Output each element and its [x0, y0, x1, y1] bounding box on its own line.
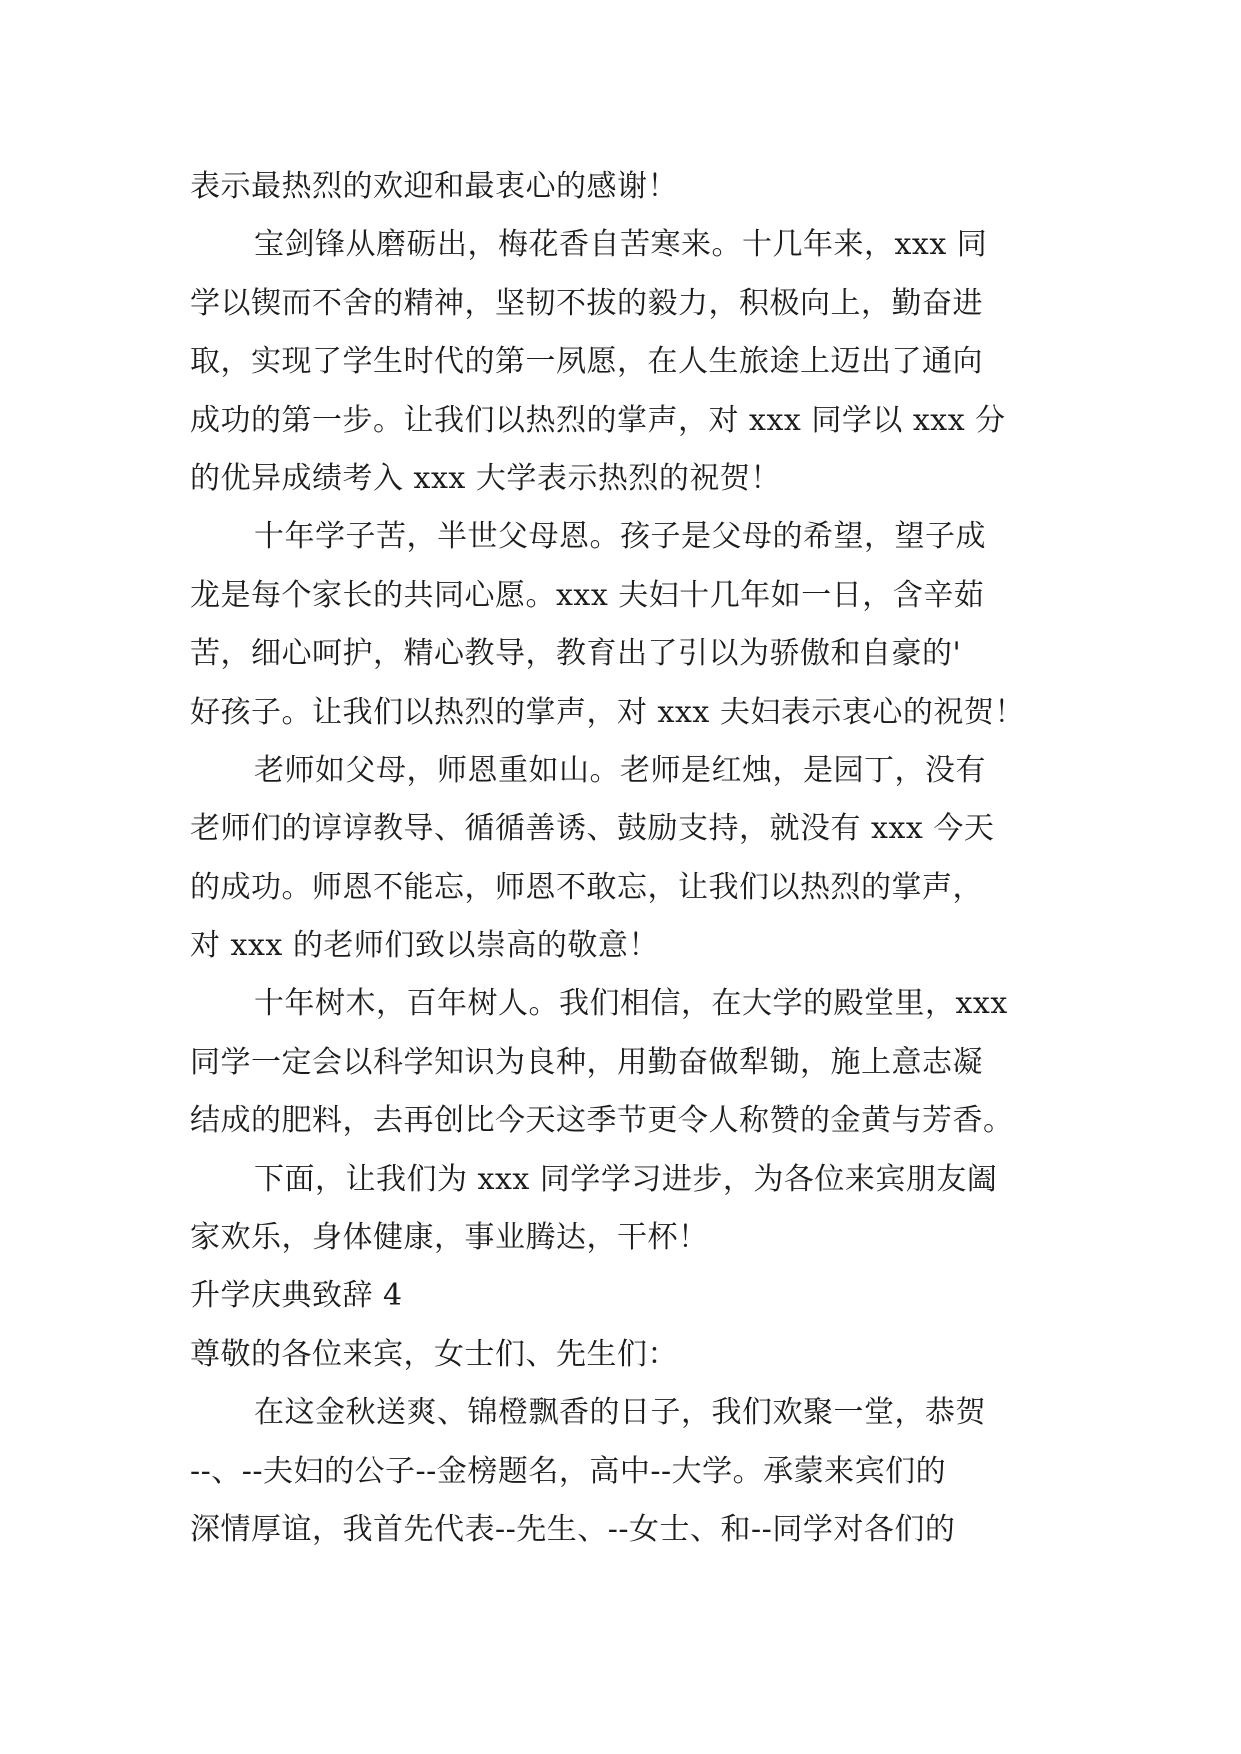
section-heading: 升学庆典致辞 4	[190, 1278, 403, 1314]
text-line: 表示最热烈的欢迎和最衷心的感谢！	[190, 169, 678, 204]
text-line: 家欢乐，身体健康，事业腾达，干杯！	[190, 1220, 709, 1256]
text-line: 同学一定会以科学知识为良种，用勤奋做犁锄，施上意志凝	[190, 1044, 983, 1080]
text-line: 的优异成绩考入 xxx 大学表示热烈的祝贺！	[190, 460, 781, 496]
paragraph-first-line: 老师如父母，师恩重如山。老师是红烛，是园丁，没有	[254, 752, 986, 788]
text-line: 成功的第一步。让我们以热烈的掌声，对 xxx 同学以 xxx 分	[190, 402, 1006, 438]
paragraph-first-line: 十年学子苦，半世父母恩。孩子是父母的希望，望子成	[254, 519, 986, 555]
text-line: 苦，细心呵护，精心教导，教育出了引以为骄傲和自豪的'	[190, 636, 962, 672]
paragraph-first-line: 十年树木，百年树人。我们相信，在大学的殿堂里，xxx	[254, 986, 1008, 1022]
paragraph-first-line: 在这金秋送爽、锦橙飘香的日子，我们欢聚一堂，恭贺	[254, 1395, 986, 1431]
text-line: 对 xxx 的老师们致以崇高的敬意！	[190, 928, 659, 964]
salutation: 尊敬的各位来宾，女士们、先生们：	[190, 1336, 678, 1372]
paragraph-first-line: 下面，让我们为 xxx 同学学习进步，为各位来宾朋友阖	[254, 1161, 998, 1197]
text-line: 结成的肥料，去再创比今天这季节更令人称赞的金黄与芳香。	[190, 1103, 1014, 1139]
text-line: 学以锲而不舍的精神，坚韧不拔的毅力，积极向上，勤奋进	[190, 285, 983, 321]
text-line: 老师们的谆谆教导、循循善诱、鼓励支持，就没有 xxx 今天	[190, 811, 995, 847]
text-line: 深情厚谊，我首先代表--先生、--女士、和--同学对各们的	[190, 1511, 956, 1547]
text-line: 的成功。师恩不能忘，师恩不敢忘，让我们以热烈的掌声，	[190, 869, 983, 905]
text-line: --、--夫妇的公子--金榜题名，高中--大学。承蒙来宾们的	[190, 1453, 947, 1489]
text-line: 好孩子。让我们以热烈的掌声，对 xxx 夫妇表示衷心的祝贺！	[190, 694, 1025, 730]
text-line: 取，实现了学生时代的第一夙愿，在人生旅途上迈出了通向	[190, 344, 983, 380]
paragraph-first-line: 宝剑锋从磨砺出，梅花香自苦寒来。十几年来，xxx 同	[254, 227, 988, 263]
document-body	[190, 158, 1052, 1559]
text-line: 龙是每个家长的共同心愿。xxx 夫妇十几年如一日，含辛茹	[190, 577, 985, 613]
